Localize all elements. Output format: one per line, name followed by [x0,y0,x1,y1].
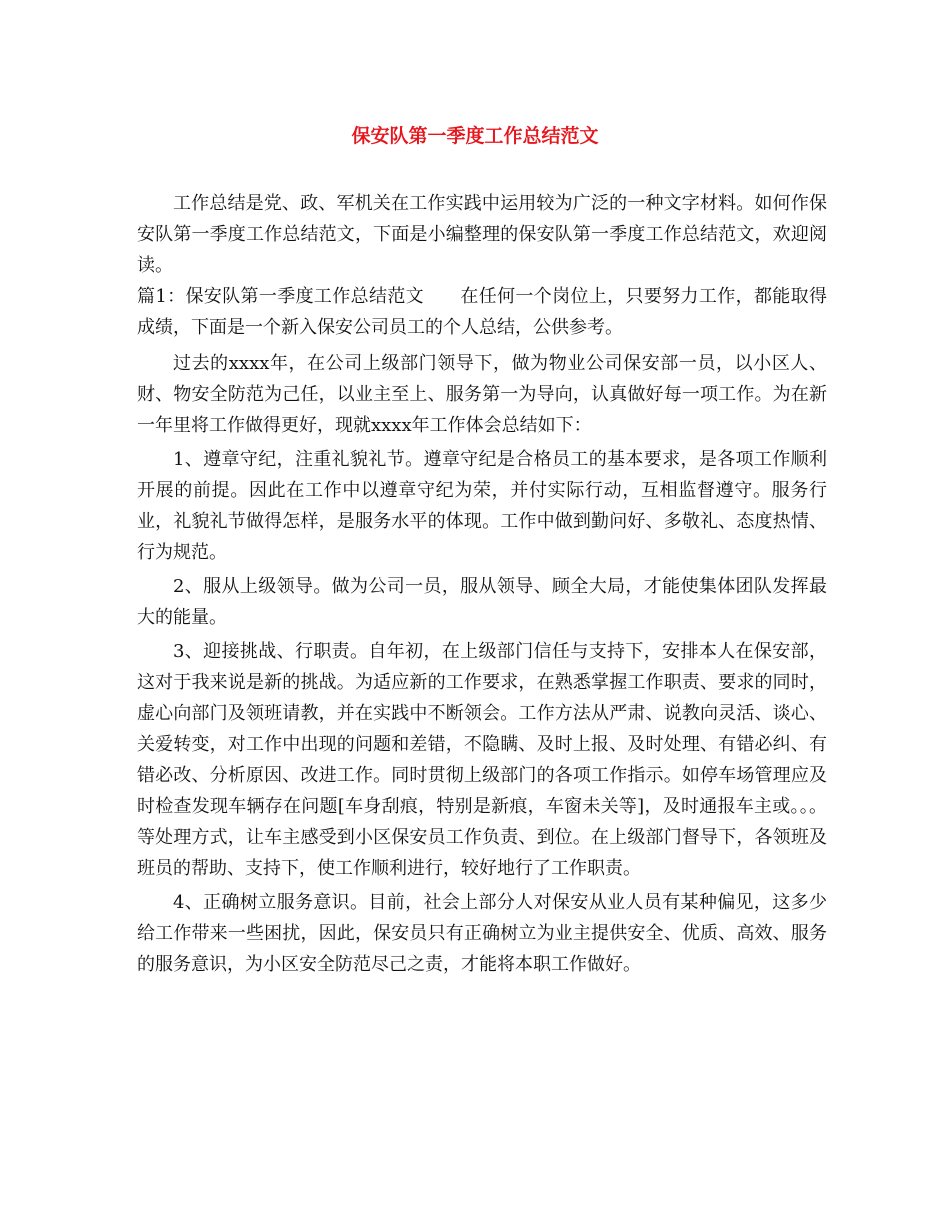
document-body [137,188,827,980]
intro-paragraph: 工作总结是党、政、军机关在工作实践中运用较为广泛的一种文字材料。如何作保安队第一季度工作总结范文，下面是小编整理的保安队第一季度工作总结范文，欢迎阅读。 [137,193,827,276]
paragraph-point-4: 4、正确树立服务意识。目前，社会上部分人对保安从业人员有某种偏见，这多少给工作带来一些困扰，因此，保安员只有正确树立为业主提供安全、优质、高效、服务的服务意识，为小区安全防范尽己之责，才能将本职工作做好。 [137,892,827,975]
paragraph-summary: 过去的xxxx年，在公司上级部门领导下，做为物业公司保安部一员，以小区人、财、物安全防范为己任，以业主至上、服务第一为导向，认真做好每一项工作。为在新一年里将工作做得更好，现就xxxx年工作体会总结如下： [137,353,827,436]
paragraph-point-2: 2、服从上级领导。做为公司一员，服从领导、顾全大局，才能使集体团队发挥最大的能量。 [137,576,827,628]
paragraph-point-3: 3、迎接挑战、行职责。自年初，在上级部门信任与支持下，安排本人在保安部，这对于我来说是新的挑战。为适应新的工作要求，在熟悉掌握工作职责、要求的同时，虚心向部门及领班请教，并在实践中不断领会。工作方法从严肃、说教向灵活、谈心、关爱转变，对工作中出现的问题和差错，不隐瞒、及时上报、及时处理、有错必纠、有错必改、分析原因、改进工作。同时贯彻上级部门的各项工作指示。如停车场管理应及时检查发现车辆存在问题[车身刮痕，特别是新痕，车窗未关等]，及时通报车主或。。。等处理方式，让车主感受到小区保安员工作负责、到位。在上级部门督导下，各领班及班员的帮助、支持下，使工作顺利进行，较好地行了工作职责。 [137,641,827,879]
chapter-heading: 篇1：保安队第一季度工作总结范文 [137,286,425,307]
paragraph-point-1: 1、遵章守纪，注重礼貌礼节。遵章守纪是合格员工的基本要求，是各项工作顺利开展的前提。因此在工作中以遵章守纪为荣，并付实际行动，互相监督遵守。服务行业，礼貌礼节做得怎样，是服务水平的体现。工作中做到勤问好、多敬礼、态度热情、行为规范。 [137,449,827,563]
chapter-intro: 在任何一个岗位上，只要努力工作，都能取得成绩，下面是一个新入保安公司员工的个人总结，公供参考。 [137,286,827,338]
document-title: 保安队第一季度工作总结范文 [351,125,599,147]
chapter-paragraph [137,281,827,343]
